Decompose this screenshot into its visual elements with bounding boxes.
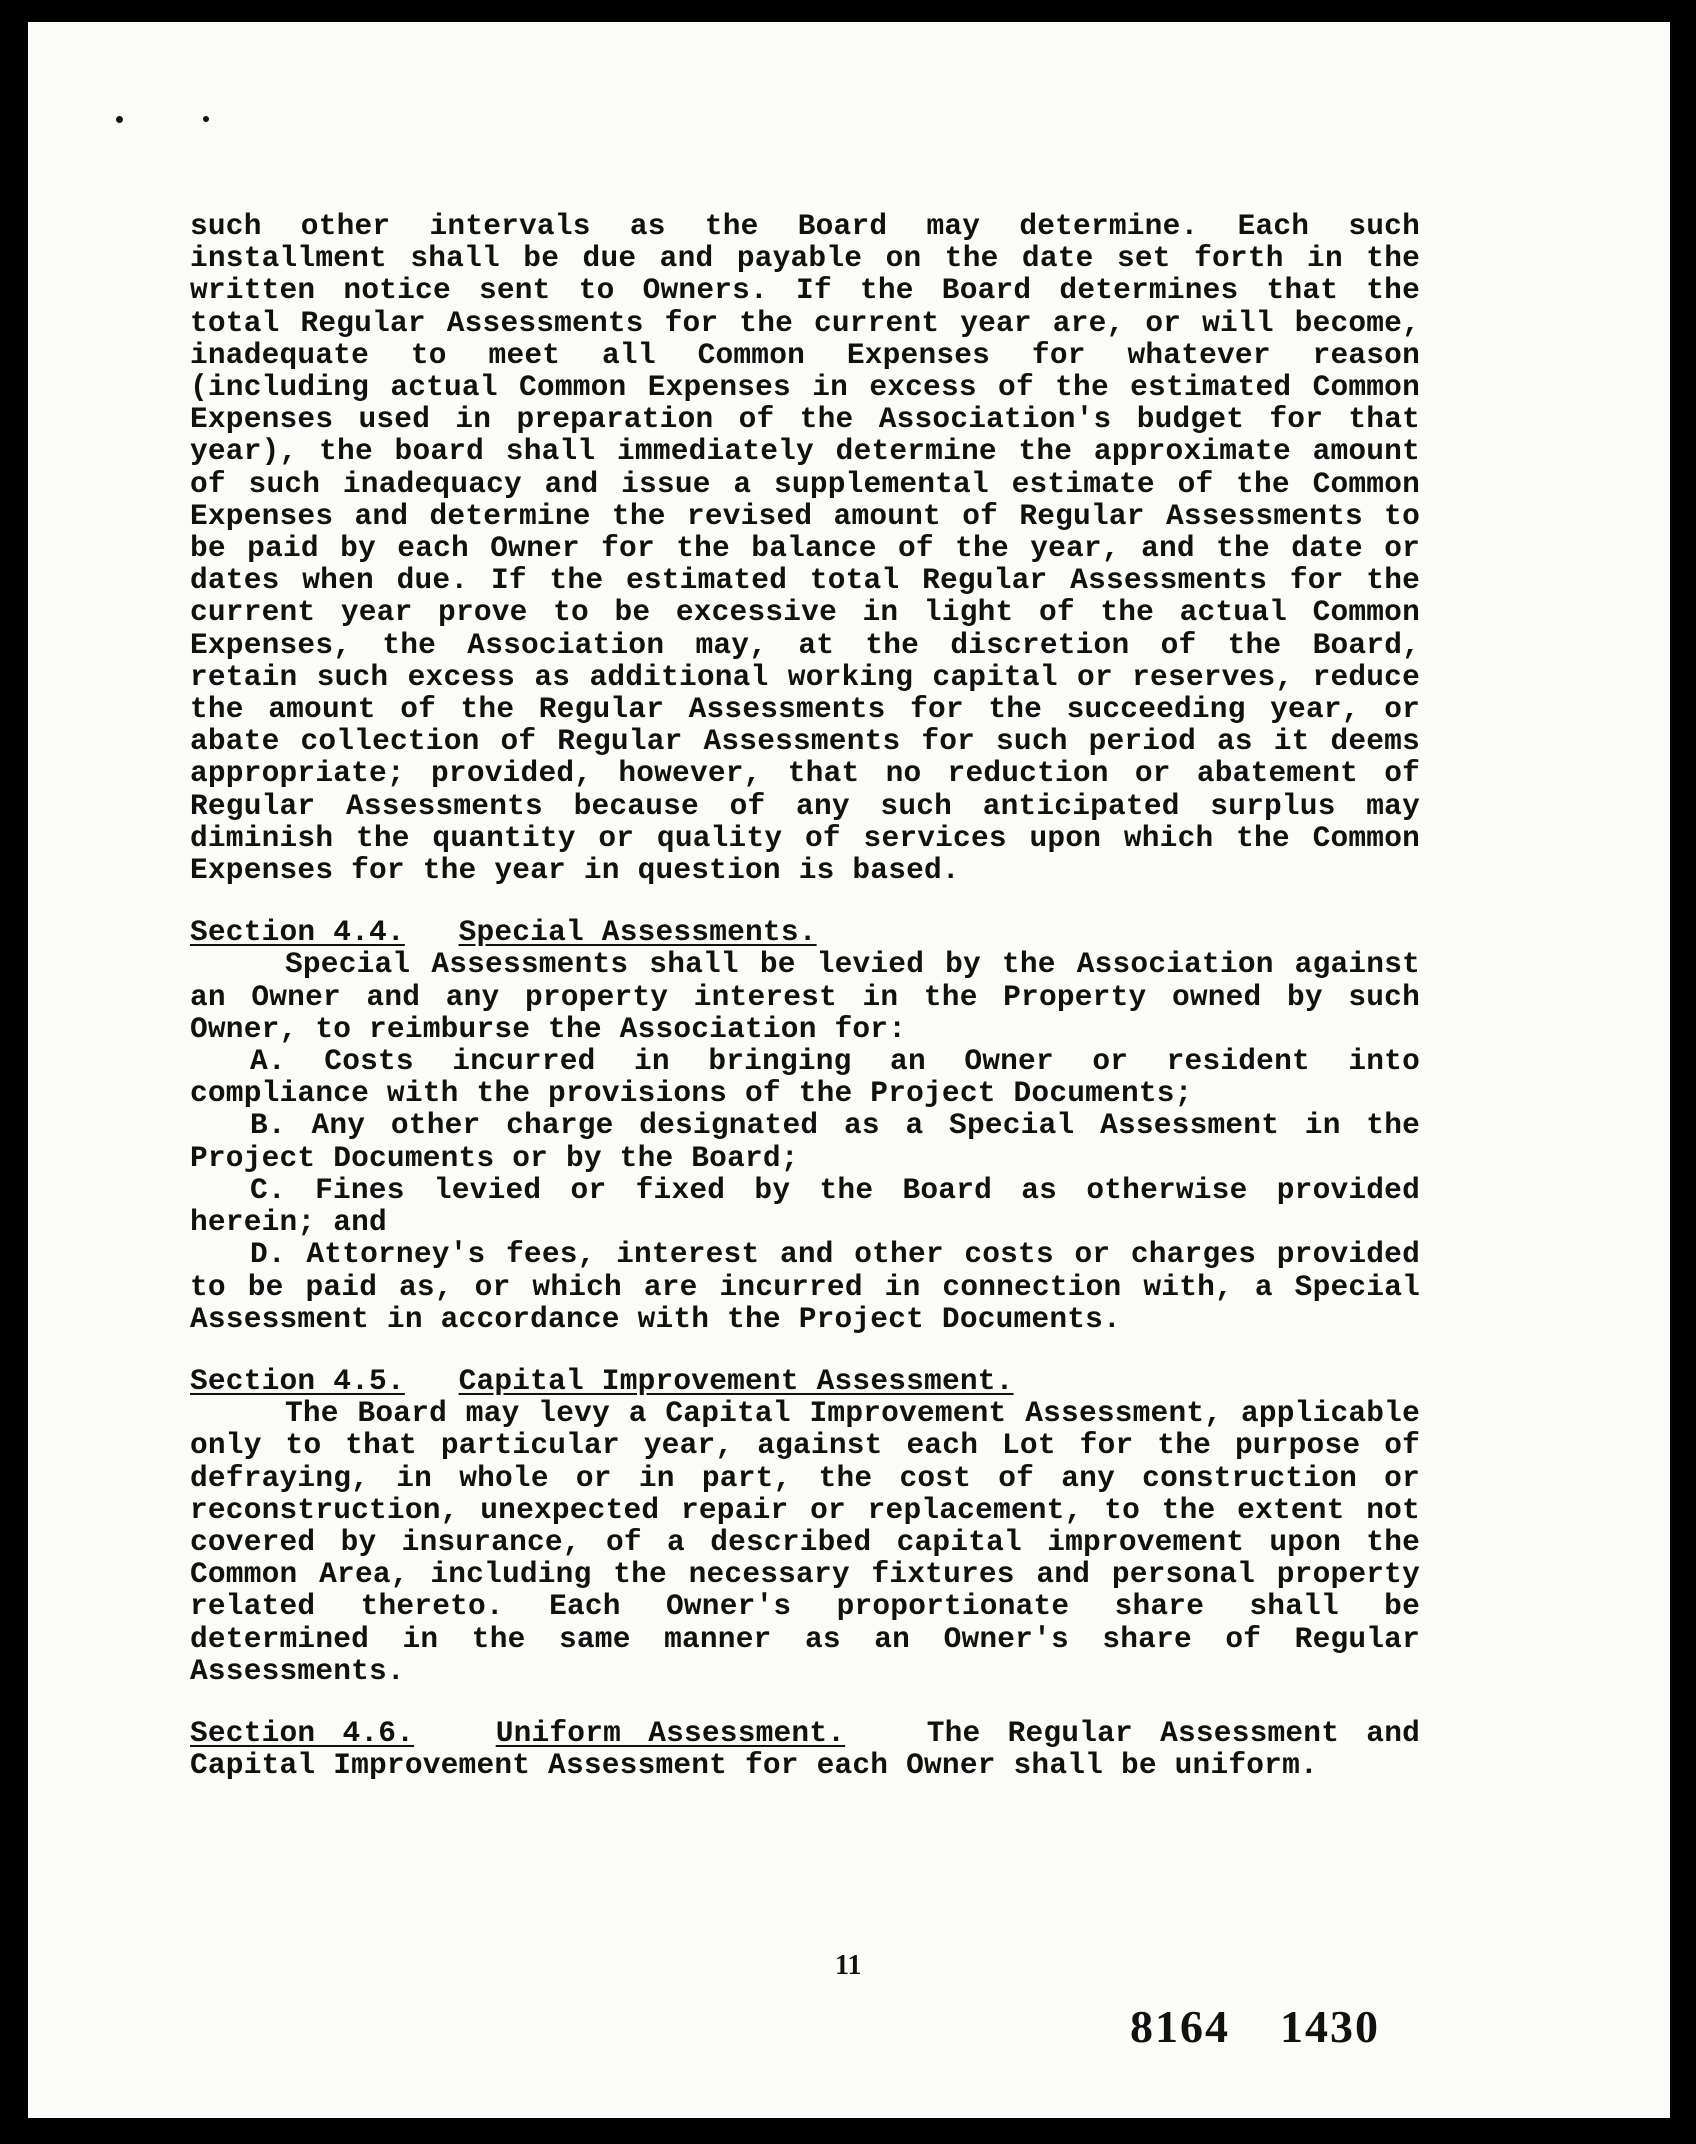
document-body [190, 210, 1420, 1781]
section-4-5-heading-line [190, 1365, 1420, 1397]
section-4-6-title: Uniform Assessment. [495, 1715, 846, 1750]
section-4-5-number: Section 4.5. [190, 1363, 405, 1398]
book-number: 8164 [1130, 2001, 1230, 2052]
intro-paragraph: such other intervals as the Board may determine. Each such installment shall be due and payable on the date set forth in the written notice sent to Owners. If the Board determines that the total Regular Assessments for the current year are, or will become, inadequate to meet all Common Expenses for whatever reason (including actual Common Expenses in excess of the estimated Common Expenses used in preparation of the Association's budget for that year), the board shall immediately determine the approximate amount of such inadequacy and issue a supplemental estimate of the Common Expenses and determine the revised amount of Regular Assessments to be paid by each Owner for the balance of the year, and the date or dates when due. If the estimated total Regular Assessments for the current year prove to be excessive in light of the actual Common Expenses, the Association may, at the discretion of the Board, retain such excess as additional working capital or reserves, reduce the amount of the Regular Assessments for the succeeding year, or abate collection of Regular Assessments for such period as it deems appropriate; provided, however, that no reduction or abatement of Regular Assessments because of any such anticipated surplus may diminish the quantity or quality of services upon which the Common Expenses for the year in question is based. [190, 209, 1420, 888]
page-number: 11 [835, 1950, 862, 1981]
scan-speck [203, 116, 209, 122]
section-4-6-paragraph [190, 1717, 1420, 1781]
section-4-4-item-d: D. Attorney's fees, interest and other costs or charges provided to be paid as, or which are incurred in connection with, a Special Assessment in accordance with the Project Documents. [190, 1237, 1420, 1336]
section-4-4-title: Special Assessments. [458, 915, 817, 950]
section-4-6-body: The Regular Assessment and Capital Improvement Assessment for each Owner shall be uniform. [190, 1715, 1421, 1783]
page-reference: 1430 [1280, 2001, 1380, 2052]
section-4-4-item-c: C. Fines levied or fixed by the Board as otherwise provided herein; and [190, 1172, 1420, 1240]
section-4-4-heading-line [190, 916, 1420, 948]
section-4-4 [190, 916, 1420, 1335]
section-4-4-number: Section 4.4. [190, 915, 405, 950]
section-4-5 [190, 1365, 1420, 1687]
section-4-6-number: Section 4.6. [190, 1715, 415, 1750]
section-4-4-item-a: A. Costs incurred in bringing an Owner or resident into compliance with the provisions of the Project Documents; [190, 1044, 1420, 1111]
scan-speck [116, 116, 123, 123]
section-4-5-body: The Board may levy a Capital Improvement Assessment, applicable only to that particular year, against each Lot for the purpose of defraying, in whole or in part, the cost of any construction or reconstruction, unexpected repair or replacement, to the extent not covered by insurance, of a described capital improvement upon the Common Area, including the necessary fixtures and personal property related thereto. Each Owner's proportionate share shall be determined in the same manner as an Owner's share of Regular Assessments. [190, 1396, 1420, 1688]
section-4-4-body: Special Assessments shall be levied by the Association against an Owner and any property interest in the Property owned by such Owner, to reimburse the Association for: [190, 947, 1420, 1046]
recording-number [1130, 2000, 1380, 2053]
section-4-5-title: Capital Improvement Assessment. [458, 1363, 1014, 1398]
section-4-6 [190, 1717, 1420, 1781]
section-4-4-item-b: B. Any other charge designated as a Special Assessment in the Project Documents or by the Board; [190, 1108, 1420, 1175]
